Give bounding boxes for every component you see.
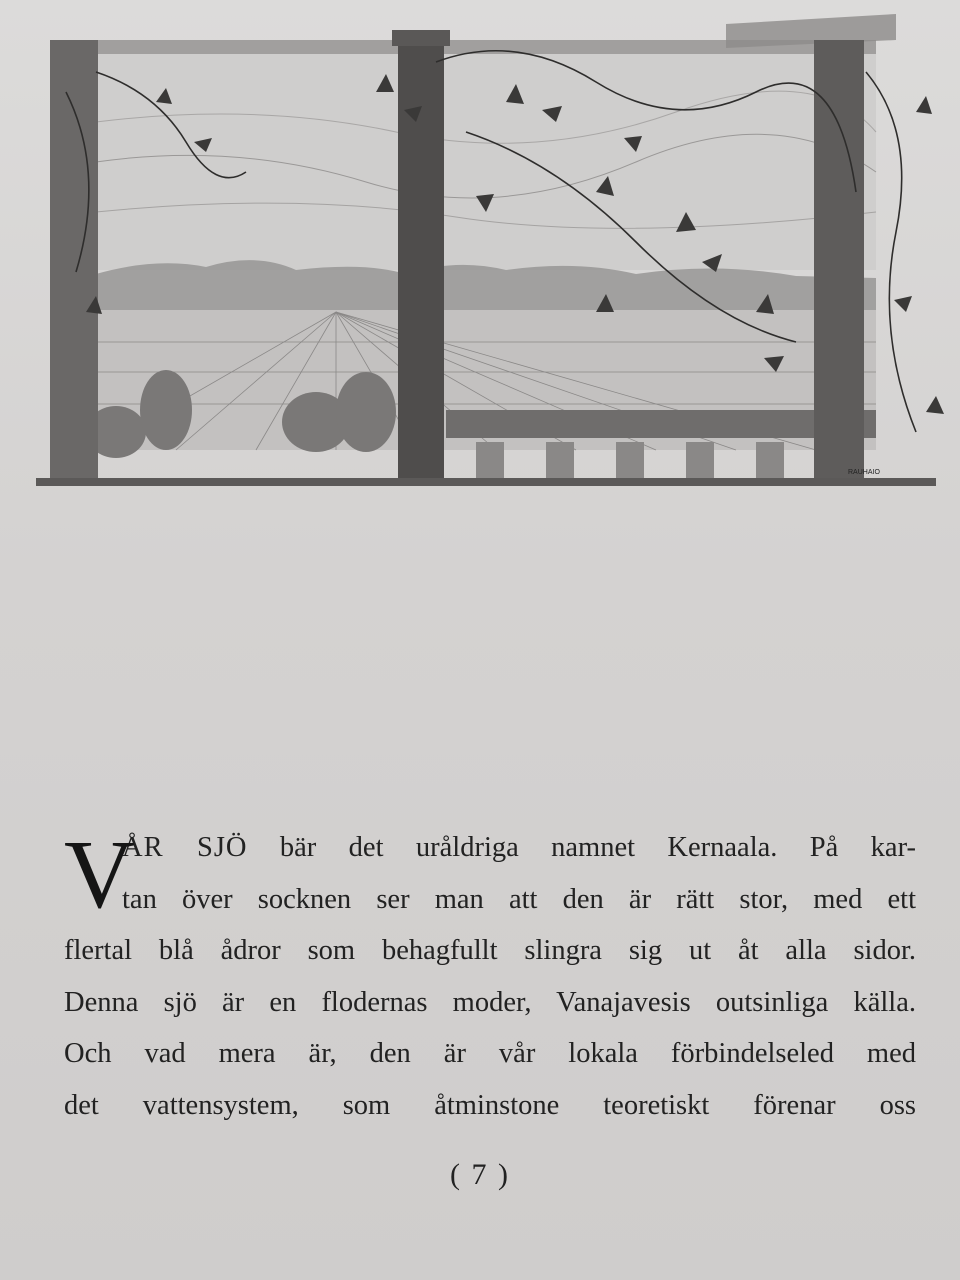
line1-text: bär det uråldriga namnet Kernaala. På kar-: [247, 832, 916, 863]
drop-cap: V: [64, 821, 135, 929]
veranda-landscape-drawing: [36, 12, 948, 490]
opening-small-caps: ÅR SJÖ: [122, 832, 248, 863]
body-paragraph: [64, 822, 916, 1131]
paragraph-line-1: [64, 822, 916, 874]
artist-signature: RAUHAIO: [848, 469, 880, 476]
page-number: ( 7 ): [450, 1158, 510, 1191]
show-through-text: [300, 505, 720, 835]
paragraph-line-6: det vattensystem, som åtminstone teoretiskt förenar oss: [64, 1089, 916, 1121]
paragraph-line-5: Och vad mera är, den är vår lokala förbindelseled med: [64, 1038, 916, 1069]
paragraph-line-2: tan över socknen ser man att den är rätt stor, med ett: [122, 883, 916, 915]
paragraph-line-3: flertal blå ådror som behagfullt slingra sig ut åt alla sidor.: [64, 935, 916, 966]
paragraph-line-4: Denna sjö är en flodernas moder, Vanajavesis outsinliga källa.: [64, 986, 916, 1018]
landscape-illustration: [36, 12, 948, 490]
